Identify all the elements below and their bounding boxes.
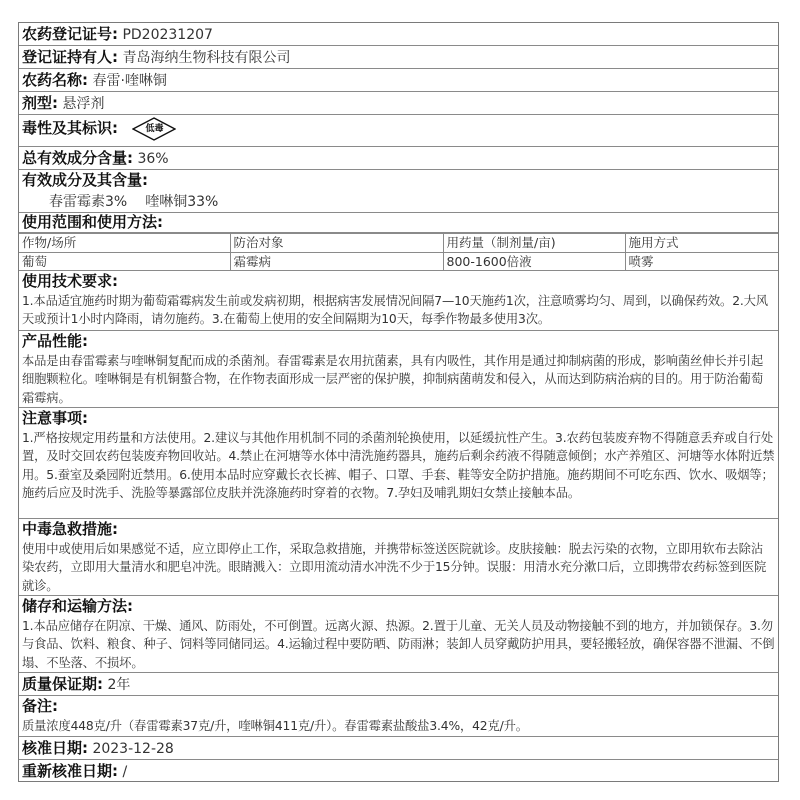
table-row xyxy=(19,253,778,272)
first-aid-section xyxy=(19,519,778,596)
usage-header-cell: 作物/场所 xyxy=(19,234,230,253)
first-aid-body: 使用中或使用后如果感觉不适，应立即停止工作，采取急救措施，并携带标签送医院就诊。皮肤接触：脱去污染的衣物，立即用软布去除沾染农药，立即用大量清水和肥皂冲洗。眼睛溅入：立即用流动清水冲洗不少于15分钟。误服：用清水充分漱口后，立即携带农药标签到医院就诊。 xyxy=(22,542,767,593)
first-aid-title: 中毒急救措施: xyxy=(22,520,118,538)
notes-title: 注意事项: xyxy=(22,409,88,427)
toxicity-label: 毒性及其标识: xyxy=(22,119,118,137)
usage-table-row xyxy=(19,233,778,271)
reapproval-date-row xyxy=(19,760,778,782)
approval-date-row xyxy=(19,737,778,760)
storage-section xyxy=(19,596,778,673)
pesticide-name-value: 春雷·喹啉铜 xyxy=(92,73,167,89)
usage-header-cell: 用药量（制剂量/亩) xyxy=(443,234,625,253)
registration-holder-row xyxy=(19,46,778,69)
performance-body: 本品是由春雷霉素与喹啉铜复配而成的杀菌剂。春雷霉素是农用抗菌素，具有内吸性，其作用是通过抑制病菌的形成，影响菌丝伸长并引起细胞颗粒化。喹啉铜是有机铜螯合物，在作物表面形成一层严密的保护膜，抑制病菌萌发和侵入，从而达到防病治病的目的。用于防治葡萄霜霉病。 xyxy=(22,354,763,405)
ingredient-item: 春雷霉素3% xyxy=(49,194,128,210)
remark-section xyxy=(19,696,778,737)
pesticide-name-row xyxy=(19,69,778,92)
warranty-label: 质量保证期: xyxy=(22,675,103,693)
low-toxicity-badge xyxy=(132,117,176,141)
technical-body: 1.本品适宜施药时期为葡萄霜霉病发生前或发病初期，根据病害发展情况间隔7—10天施药1次，注意喷雾均匀、周到，以确保药效。2.大风天或预计1小时内降雨，请勿施药。3.在葡萄上使用的安全间隔期为10天，每季作物最多使用3次。 xyxy=(22,294,768,327)
registration-number-label: 农药登记证号: xyxy=(22,25,118,43)
ingredients-list xyxy=(19,192,778,212)
ingredients-label: 有效成分及其含量: xyxy=(22,171,148,189)
approval-date-value: 2023-12-28 xyxy=(92,741,174,757)
usage-header-cell: 施用方式 xyxy=(625,234,778,253)
warranty-value: 2年 xyxy=(107,677,131,693)
usage-table xyxy=(19,233,778,271)
registration-number-row xyxy=(19,23,778,46)
formulation-value: 悬浮剂 xyxy=(62,96,105,112)
performance-title: 产品性能: xyxy=(22,332,88,350)
remark-body: 质量浓度448克/升（春雷霉素37克/升，喹啉铜411克/升）。春雷霉素盐酸盐3.4%，42克/升。 xyxy=(22,719,528,733)
technical-section xyxy=(19,271,778,331)
notes-body: 1.严格按规定用药量和方法使用。2.建议与其他作用机制不同的杀菌剂轮换使用，以延缓抗性产生。3.农药包装废弃物不得随意丢弃或自行处置，及时交回农药包装废弃物回收站。4.禁止在河塘等水体中清洗施药器具，施药后剩余药液不得随意倾倒；水产养殖区、河塘等水体附近禁用。5.蚕室及桑园附近禁用。6.使用本品时应穿戴长衣长裤、帽子、口罩、手套、鞋等安全防护措施。施药期间不可吃东西、饮水、吸烟等；施药后应及时洗手、洗脸等暴露部位皮肤并洗涤施药时穿着的衣物。7.孕妇及哺乳期妇女禁止接触本品。 xyxy=(22,431,775,501)
performance-section xyxy=(19,331,778,408)
technical-title: 使用技术要求: xyxy=(22,272,118,290)
registration-holder-value: 青岛海纳生物科技有限公司 xyxy=(122,50,291,66)
usage-cell-dosage: 800-1600倍液 xyxy=(443,253,625,272)
registration-number-value: PD20231207 xyxy=(122,27,213,43)
usage-title-row xyxy=(19,213,778,233)
toxicity-row xyxy=(19,115,778,147)
usage-cell-method: 喷雾 xyxy=(625,253,778,272)
notes-section xyxy=(19,408,778,519)
registration-holder-label: 登记证持有人: xyxy=(22,48,118,66)
warranty-row xyxy=(19,673,778,696)
usage-cell-target: 霜霉病 xyxy=(230,253,443,272)
storage-body: 1.本品应储存在阴凉、干燥、通风、防雨处，不可倒置。远离火源、热源。2.置于儿童、无关人员及动物接触不到的地方，并加锁保存。3.勿与食品、饮料、粮食、种子、饲料等同储同运。4.运输过程中要防晒、防雨淋；装卸人员穿戴防护用具，要轻搬轻放，确保容器不泄漏、不倒塌、不坠落、不损坏。 xyxy=(22,619,775,670)
approval-date-label: 核准日期: xyxy=(22,739,88,757)
storage-title: 储存和运输方法: xyxy=(22,597,133,615)
usage-cell-crop: 葡萄 xyxy=(19,253,230,272)
toxicity-badge-text: 低毒 xyxy=(145,124,164,134)
total-content-label: 总有效成分含量: xyxy=(22,149,133,167)
pesticide-name-label: 农药名称: xyxy=(22,71,88,89)
total-content-row xyxy=(19,147,778,170)
usage-header-cell: 防治对象 xyxy=(230,234,443,253)
pesticide-label-document xyxy=(18,22,779,782)
formulation-label: 剂型: xyxy=(22,94,58,112)
total-content-value: 36% xyxy=(137,151,169,167)
reapproval-date-value: / xyxy=(122,764,128,780)
ingredients-row xyxy=(19,170,778,213)
reapproval-date-label: 重新核准日期: xyxy=(22,762,118,780)
formulation-row xyxy=(19,92,778,115)
usage-table-header xyxy=(19,234,778,253)
usage-title: 使用范围和使用方法: xyxy=(22,213,163,231)
remark-title: 备注: xyxy=(22,697,58,715)
ingredient-item: 喹啉铜33% xyxy=(145,194,219,210)
